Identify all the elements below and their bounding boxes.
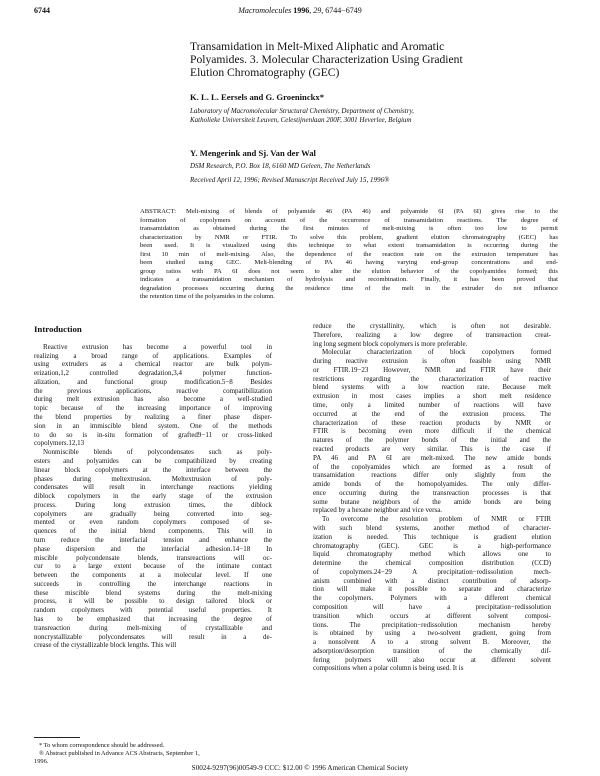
body-text-line: during melt extrusion has also become a well-studied [34,395,272,404]
body-text-line: occurred at the end of the extrusion process. The [313,409,551,418]
body-text-line: ization is needed. This technique is gradient elution [313,532,551,541]
abstract-line: transamidation as obtained during the first minutes of melt-mixing is often too low to permit [140,225,558,233]
body-text-line: noncrystallizable polycondensates will result in a de- [34,632,272,641]
body-text-line: random copolymers with potential useful properties. It [34,606,272,615]
body-text-line: alization, and functional group modification.5−8 Besides [34,377,272,386]
body-text-line: these miscible blend systems during the melt-mixing [34,588,272,597]
journal-name: Macromolecules [238,6,292,15]
body-text-line: transition which occurs at different solvent composi- [313,611,551,620]
body-text-line: copolymers are gradually being converted into seg- [34,509,272,518]
body-text-line: characterization of these reaction products by NMR or [313,418,551,427]
abstract-line: the retention time of the polyamides in the column. [140,293,275,301]
author-group-1: K. L. L. Eersels and G. Groeninckx* [190,92,325,102]
body-text-line: amide bonds of the homopolyamides. The only differ- [313,480,551,489]
footnote-rule [34,737,80,738]
title-line: Transamidation in Melt-Mixed Aliphatic and Aromatic [190,40,445,53]
body-text-line: process, it will be possible to design tailored block or [34,597,272,606]
running-header [34,6,566,18]
body-text-line: reduce the crystallinity, which is often not desirable. [313,322,551,330]
body-text-line: anism combined with a distinct contribution of adsorp- [313,576,551,585]
body-text-line: turn reduce the interfacial tension and enhance the [34,535,272,544]
body-text-line: transamidation reactions differ only slightly from the [313,471,551,480]
footnote-abstract-published: ® Abstract published in Advance ACS Abstracts, September 1, [39,750,200,757]
body-text-line: linear block copolymers at the interface between the [34,465,272,474]
author-group-2: Y. Mengerink and Sj. Van der Wal [190,148,316,158]
body-text-line: natures of the polymer bonds of the initial and the [313,436,551,445]
abstract-line: first 10 min of melt-mixing. Also, the dependence of the reaction rate on the extrusion temperature has [140,250,558,258]
body-text-line: using extruders as a chemical reactor are bulk polym- [34,360,272,369]
body-text-line: succeeds in controlling the interchange reactions in [34,579,272,588]
body-text-line: has to be emphasized that increasing the degree of [34,615,272,623]
body-text-line: Nonmiscible blends of polycondensates such as poly- [43,448,272,457]
body-text-line: Therefore, realizing a low degree of transreaction creat- [313,330,551,339]
body-text-line: reacted products are very similar. This is the case if [313,444,551,453]
body-text-line: process. During long extrusion times, the diblock [34,500,272,509]
body-text-line: adsorption/desorption transition of the chemically dif- [313,646,551,655]
abstract-line: been used. It is visualized using this technique to what extent transamidation is occurring during the [140,242,558,250]
footnote-year: 1996. [34,758,49,765]
body-text-line: phase dispersion and the interfacial adhesion.14−18 In [34,544,272,553]
body-text-line: replaced by a hexane neighbor and vice versa. [313,506,443,515]
body-text-line: time, only a limited number of reactions will have [313,401,551,410]
body-text-line: copolymers.12,13 [34,439,85,448]
body-text-line: is obtained by using a two-solvent gradient, going from [313,629,551,638]
section-heading-introduction: Introduction [34,324,82,334]
body-text-line: to do so is in-situ formation of grafted9−11 or cross-linked [34,430,272,439]
journal-citation: Macromolecules 1996, 29, 6744−6749 [238,6,362,15]
left-column-text [34,343,272,650]
body-text-line: the previous applications, reactive compatibilization [34,386,272,395]
body-text-line: To overcome the resolution problem of NMR or FTIR [322,515,551,524]
body-text-line: tion will make it possible to separate and characterize [313,585,551,594]
body-text-line: ence occurring during the transreaction processes is that [313,488,551,497]
body-text-line: diblock copolymers in the early stage of the extrusion [34,492,272,501]
left-column [34,322,272,650]
body-text-line: FTIR is becoming even more difficult if the chemical [313,427,551,436]
body-text-line: some butane neighbors of the amide bonds are being [313,497,551,506]
abstract-line: group ratios with PA 6I does not seem to alter the elution behavior of the copolyamides formed; this [140,267,558,275]
abstract-line: ABSTRACT: Melt-mixing of blends of polyamide 46 (PA 46) and polyamide 6I (PA 6I) gives rise to the [140,208,558,215]
right-column [313,322,551,673]
body-text-line: extrusion in most cases implies a short melt residence [313,392,551,401]
body-text-line: of the copolyamides which are formed as a result of [313,462,551,471]
body-text-line: composition will have a precipitation−redissolution [313,603,551,611]
body-text-line: the blend properties by realizing a finer phase disper- [34,413,272,422]
body-text-line: realizing a broad range of applications. Examples of [34,351,272,360]
body-text-line: or FTIR.19−23 However, NMR and FTIR have their [313,365,551,374]
body-text-line: the copolymers. Polymers with a different chemical [313,594,551,603]
body-text-line: crease of the crystallizable block lengths. This will [34,641,177,650]
body-text-line: cur to a large extent because of the intimate contact [34,562,272,571]
journal-volume: 29 [313,6,322,15]
affiliation-1 [190,107,580,125]
body-text-line: between the components at a molecular level. If one [34,571,272,580]
abstract-line: degradation processes occurring during the residence time of the melt in the extruder do not influence [140,284,558,292]
body-text-line: esters and polyamides can be compatibilized by creating [34,456,272,465]
abstract [140,208,558,302]
body-text-line: with such blend systems, another method of character- [313,523,551,532]
footnotes [34,742,272,766]
body-text-line: ing long segment block copolymers is more preferable. [313,339,468,348]
footnote-correspondence: * To whom correspondence should be addressed. [39,742,165,749]
body-text-line: chromatography (GEC). GEC is a high-performance [313,541,551,550]
journal-year: 1996 [293,6,310,15]
body-text-line: restrictions regarding the characterization of reactive [313,374,551,383]
journal-pages: 6744−6749 [325,6,362,15]
body-text-line: condensates will result in interchange reactions yielding [34,483,272,492]
body-text-line: fering polymers will also occur at different solvent [313,655,551,664]
body-text-line: liquid chromatography method which allows one to [313,550,551,559]
right-column-text [313,322,551,673]
body-text-line: of copolymers.24−29 A precipitation−redissolution mech- [313,567,551,576]
title-line: Elution Chromatography (GEC) [190,66,340,79]
body-text-line: transreaction during melt-mixing of crystallizable and [34,623,272,632]
body-text-line: mented or even random copolymers composed of se- [34,518,272,527]
affiliation-line: Katholieke Universiteit Leuven, Celestijnenlaan 200F, 3001 Heverlee, Belgium [190,116,412,124]
body-text-line: a nonsolvent A to a strong solvent B. Moreover, the [313,638,551,647]
body-text-line: compositions when a polar column is being used. It is [313,664,464,673]
body-text-line: miscible polycondensate blends, transreactions will oc- [34,553,272,562]
body-text-line: tions. The precipitation−redissolution mechanism hereby [313,620,551,629]
body-text-line: quences of the initial blend components. This will in [34,527,272,536]
article-title [190,40,590,79]
affiliation-2: DSM Research, P.O. Box 18, 6160 MD Geleen, The Netherlands [190,162,371,170]
abstract-line: indicates a transamidation mechanism of hydrolysis and recombination. Finally, it has been proved that [140,276,558,284]
body-text-line: during reactive extrusion is often feasible using NMR [313,357,551,366]
body-text-line: Reactive extrusion has become a powerful tool in [43,342,272,351]
received-dates: Received April 12, 1996; Revised Manuscript Received July 15, 1996® [190,176,390,184]
body-text-line: sion in an immiscible blend system. One of the methods [34,421,272,430]
body-text-line: determine the chemical composition distribution (CCD) [313,559,551,568]
page-footer: S0024-9297(96)00549-9 CCC: $12.00 © 1996 American Chemical Society [191,764,409,772]
title-line: Polyamides. 3. Molecular Characterization Using Gradient [190,53,463,66]
body-text-line: PA 46 and PA 6I are melt-mixed. The new amide bonds [313,453,551,462]
abstract-line: characterization by NMR or FTIR. To solve this problem, gradient elution chromatography (GEC) has [140,233,558,241]
affiliation-line: Laboratory of Macromolecular Structural Chemistry, Department of Chemistry, [190,107,414,115]
body-text-line: erization,1,2 controlled degradation,3,4 polymer function- [34,369,272,378]
body-text-line: topic because of the increasing importance of improving [34,404,272,413]
body-text-line: Molecular characterization of block copolymers formed [322,348,551,357]
abstract-line: been studied using GEC. Melt-blending of PA 46 having varying end-group concentrations and end- [140,259,558,267]
abstract-line: formation of copolymers on account of the occurrence of transamidation reactions. The degree of [140,216,558,224]
body-text-line: phases during meltextrusion. Meltextrusion of poly- [34,474,272,483]
page-number: 6744 [34,6,50,15]
body-text-line: blend systems with a low reaction rate. Because melt [313,383,551,392]
